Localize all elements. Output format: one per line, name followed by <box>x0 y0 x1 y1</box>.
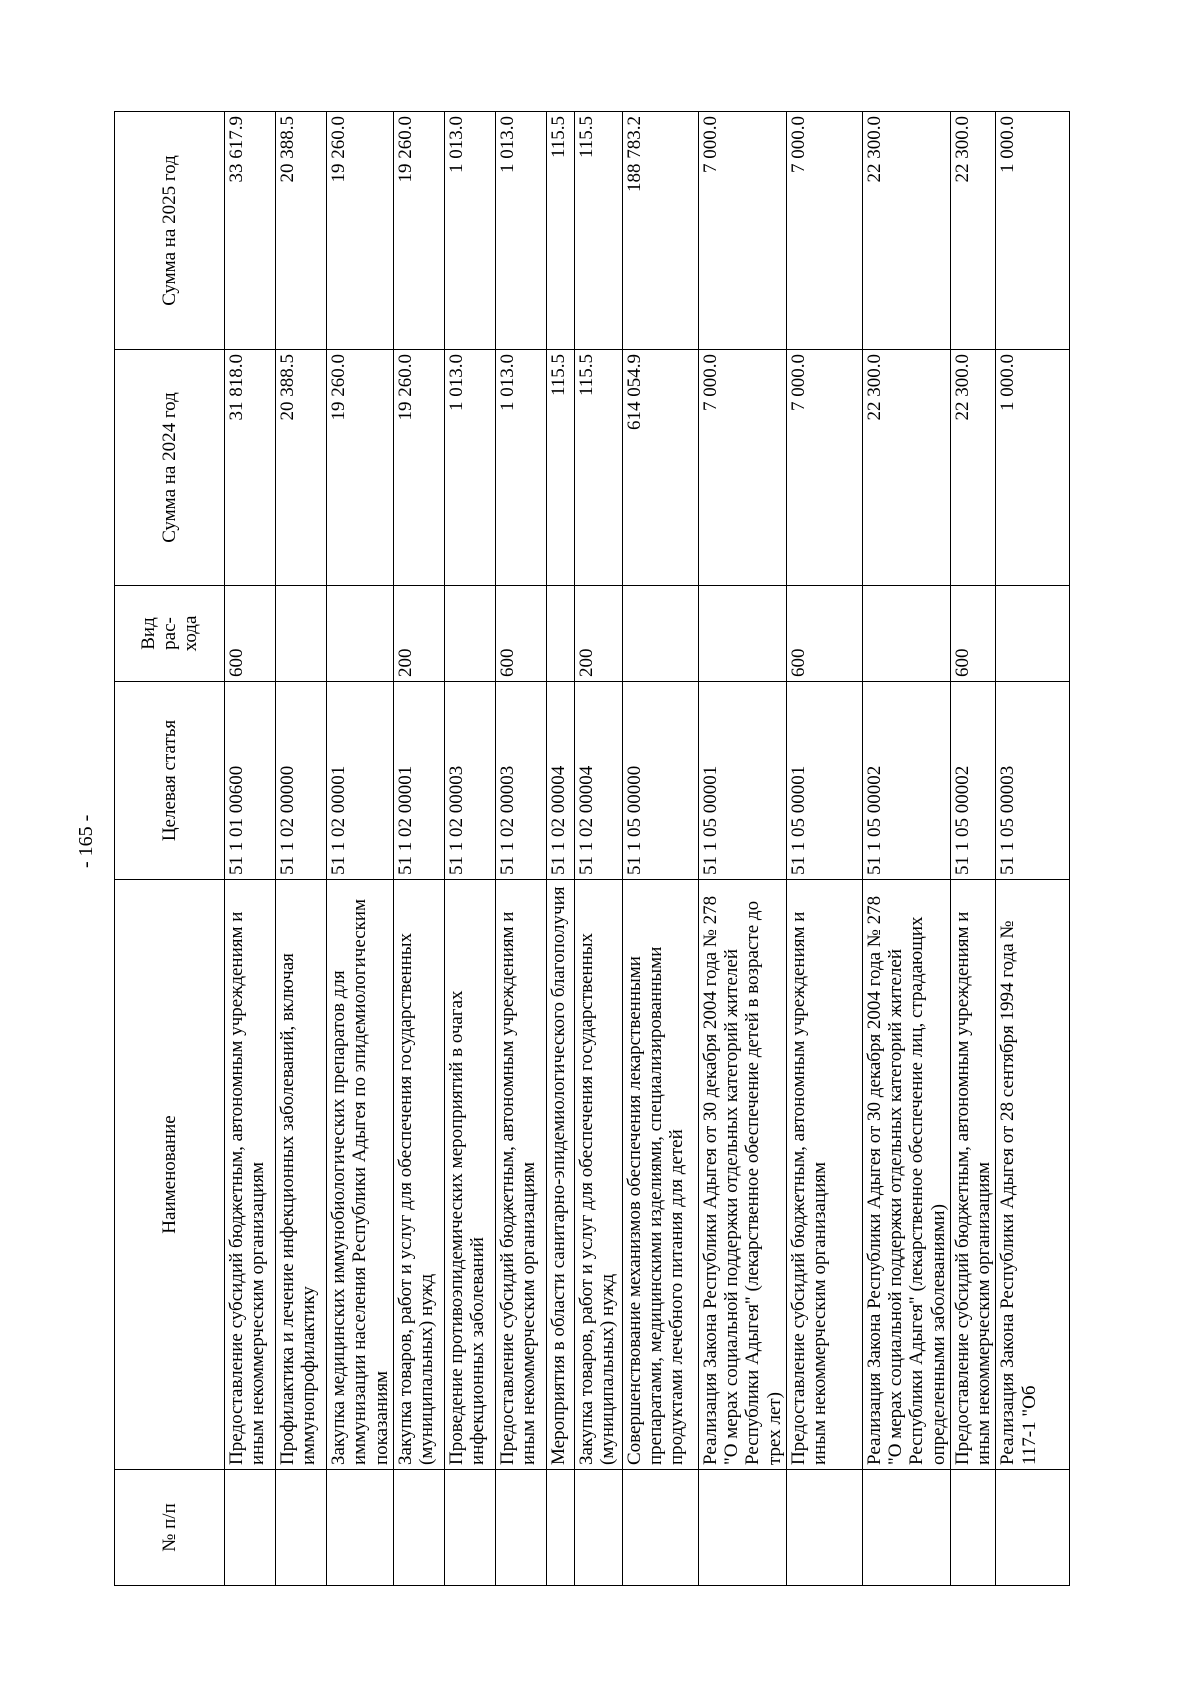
cell-name: Профилактика и лечение инфекционных заболеваний, включая иммунопрофилактику <box>276 880 327 1470</box>
cell-sum-2024: 19 260.0 <box>327 350 394 586</box>
header-code: Целевая статья <box>115 682 225 880</box>
cell-sum-2024: 614 054.9 <box>622 350 698 586</box>
header-num: № п/п <box>115 1470 225 1586</box>
table-row <box>698 112 786 1586</box>
header-sum-2025: Сумма на 2025 год <box>115 112 225 350</box>
cell-code: 51 1 01 00600 <box>225 682 276 880</box>
cell-name: Предоставление субсидий бюджетным, автономным учреждениям и иным некоммерческим организациям <box>225 880 276 1470</box>
cell-code: 51 1 05 00003 <box>996 682 1070 880</box>
header-kind <box>115 586 225 682</box>
cell-sum-2024: 115.5 <box>546 350 574 586</box>
cell-kind <box>862 586 950 682</box>
cell-num <box>393 1470 444 1586</box>
cell-kind <box>546 586 574 682</box>
cell-kind: 600 <box>950 586 996 682</box>
cell-code: 51 1 02 00001 <box>393 682 444 880</box>
header-sum-2024: Сумма на 2024 год <box>115 350 225 586</box>
page-number: - 165 - <box>75 814 97 868</box>
cell-kind <box>996 586 1070 682</box>
cell-kind <box>327 586 394 682</box>
cell-sum-2025: 7 000.0 <box>698 112 786 350</box>
table-row <box>225 112 276 1586</box>
cell-sum-2025: 7 000.0 <box>786 112 862 350</box>
cell-num <box>622 1470 698 1586</box>
rotated-page-content <box>114 112 1070 1586</box>
cell-name: Мероприятия в области санитарно-эпидемиологического благополучия <box>546 880 574 1470</box>
cell-sum-2025: 19 260.0 <box>393 112 444 350</box>
cell-kind <box>698 586 786 682</box>
budget-table <box>114 111 1070 1586</box>
cell-kind: 600 <box>495 586 546 682</box>
table-row <box>574 112 622 1586</box>
cell-sum-2024: 22 300.0 <box>862 350 950 586</box>
cell-sum-2024: 20 388.5 <box>276 350 327 586</box>
cell-sum-2025: 22 300.0 <box>862 112 950 350</box>
header-kind-line: Вид <box>137 617 159 650</box>
table-row <box>862 112 950 1586</box>
header-name: Наименование <box>115 880 225 1470</box>
table-row <box>996 112 1070 1586</box>
table-row <box>444 112 495 1586</box>
cell-name: Закупка товаров, работ и услуг для обеспечения государственных (муниципальных) нужд <box>574 880 622 1470</box>
cell-code: 51 1 02 00003 <box>444 682 495 880</box>
cell-sum-2025: 22 300.0 <box>950 112 996 350</box>
cell-kind: 600 <box>225 586 276 682</box>
cell-kind: 600 <box>786 586 862 682</box>
cell-num <box>996 1470 1070 1586</box>
cell-name: Совершенствование механизмов обеспечения лекарственными препаратами, медицинскими изделиями, специализированными продуктами лечебного питания для детей <box>622 880 698 1470</box>
table-row <box>950 112 996 1586</box>
cell-code: 51 1 02 00004 <box>574 682 622 880</box>
cell-num <box>444 1470 495 1586</box>
cell-name: Реализация Закона Республики Адыгея от 30 декабря 2004 года № 278 "О мерах социальной поддержки отдельных категорий жителей Республики Адыгея" (лекарственное обеспечение детей в возрасте до трех лет) <box>698 880 786 1470</box>
cell-name: Реализация Закона Республики Адыгея от 30 декабря 2004 года № 278 "О мерах социальной поддержки отдельных категорий жителей Республики Адыгея" (лекарственное обеспечение лиц, страдающих определенными заболеваниями) <box>862 880 950 1470</box>
cell-sum-2025: 33 617.9 <box>225 112 276 350</box>
cell-num <box>276 1470 327 1586</box>
cell-num <box>495 1470 546 1586</box>
cell-code: 51 1 02 00003 <box>495 682 546 880</box>
cell-kind <box>622 586 698 682</box>
cell-kind: 200 <box>393 586 444 682</box>
cell-code: 51 1 02 00000 <box>276 682 327 880</box>
cell-sum-2025: 188 783.2 <box>622 112 698 350</box>
cell-name: Закупка товаров, работ и услуг для обеспечения государственных (муниципальных) нужд <box>393 880 444 1470</box>
cell-sum-2024: 31 818.0 <box>225 350 276 586</box>
header-row <box>115 112 225 1586</box>
table-row <box>495 112 546 1586</box>
cell-num <box>862 1470 950 1586</box>
cell-sum-2025: 20 388.5 <box>276 112 327 350</box>
table-row <box>327 112 394 1586</box>
cell-kind: 200 <box>574 586 622 682</box>
cell-sum-2024: 22 300.0 <box>950 350 996 586</box>
cell-sum-2025: 1 013.0 <box>444 112 495 350</box>
cell-name: Реализация Закона Республики Адыгея от 28 сентября 1994 года № 117-1 "Об <box>996 880 1070 1470</box>
cell-sum-2024: 1 000.0 <box>996 350 1070 586</box>
header-kind-line: хода <box>180 615 202 652</box>
cell-sum-2025: 19 260.0 <box>327 112 394 350</box>
cell-sum-2024: 7 000.0 <box>786 350 862 586</box>
cell-name: Предоставление субсидий бюджетным, автономным учреждениям и иным некоммерческим организациям <box>950 880 996 1470</box>
cell-name: Предоставление субсидий бюджетным, автономным учреждениям и иным некоммерческим организациям <box>495 880 546 1470</box>
cell-kind <box>444 586 495 682</box>
cell-sum-2025: 115.5 <box>546 112 574 350</box>
cell-code: 51 1 05 00001 <box>786 682 862 880</box>
cell-name: Предоставление субсидий бюджетным, автономным учреждениям и иным некоммерческим организациям <box>786 880 862 1470</box>
cell-sum-2024: 19 260.0 <box>393 350 444 586</box>
cell-num <box>786 1470 862 1586</box>
cell-sum-2025: 1 013.0 <box>495 112 546 350</box>
table-row <box>393 112 444 1586</box>
cell-sum-2024: 7 000.0 <box>698 350 786 586</box>
cell-code: 51 1 05 00002 <box>950 682 996 880</box>
table-row <box>786 112 862 1586</box>
cell-kind <box>276 586 327 682</box>
cell-num <box>225 1470 276 1586</box>
cell-code: 51 1 05 00000 <box>622 682 698 880</box>
cell-name: Проведение противоэпидемических мероприятий в очагах инфекционных заболеваний <box>444 880 495 1470</box>
cell-num <box>950 1470 996 1586</box>
cell-sum-2024: 1 013.0 <box>495 350 546 586</box>
cell-sum-2025: 1 000.0 <box>996 112 1070 350</box>
cell-sum-2024: 1 013.0 <box>444 350 495 586</box>
cell-code: 51 1 05 00001 <box>698 682 786 880</box>
cell-num <box>327 1470 394 1586</box>
table-row <box>276 112 327 1586</box>
cell-sum-2024: 115.5 <box>574 350 622 586</box>
cell-code: 51 1 02 00004 <box>546 682 574 880</box>
table-row <box>546 112 574 1586</box>
table-row <box>622 112 698 1586</box>
cell-sum-2025: 115.5 <box>574 112 622 350</box>
cell-num <box>574 1470 622 1586</box>
cell-code: 51 1 02 00001 <box>327 682 394 880</box>
cell-name: Закупка медицинских иммунобиологических препаратов для иммунизации населения Республики Адыгея по эпидемиологическим показаниям <box>327 880 394 1470</box>
header-kind-line: рас- <box>158 617 180 650</box>
cell-num <box>698 1470 786 1586</box>
cell-code: 51 1 05 00002 <box>862 682 950 880</box>
cell-num <box>546 1470 574 1586</box>
